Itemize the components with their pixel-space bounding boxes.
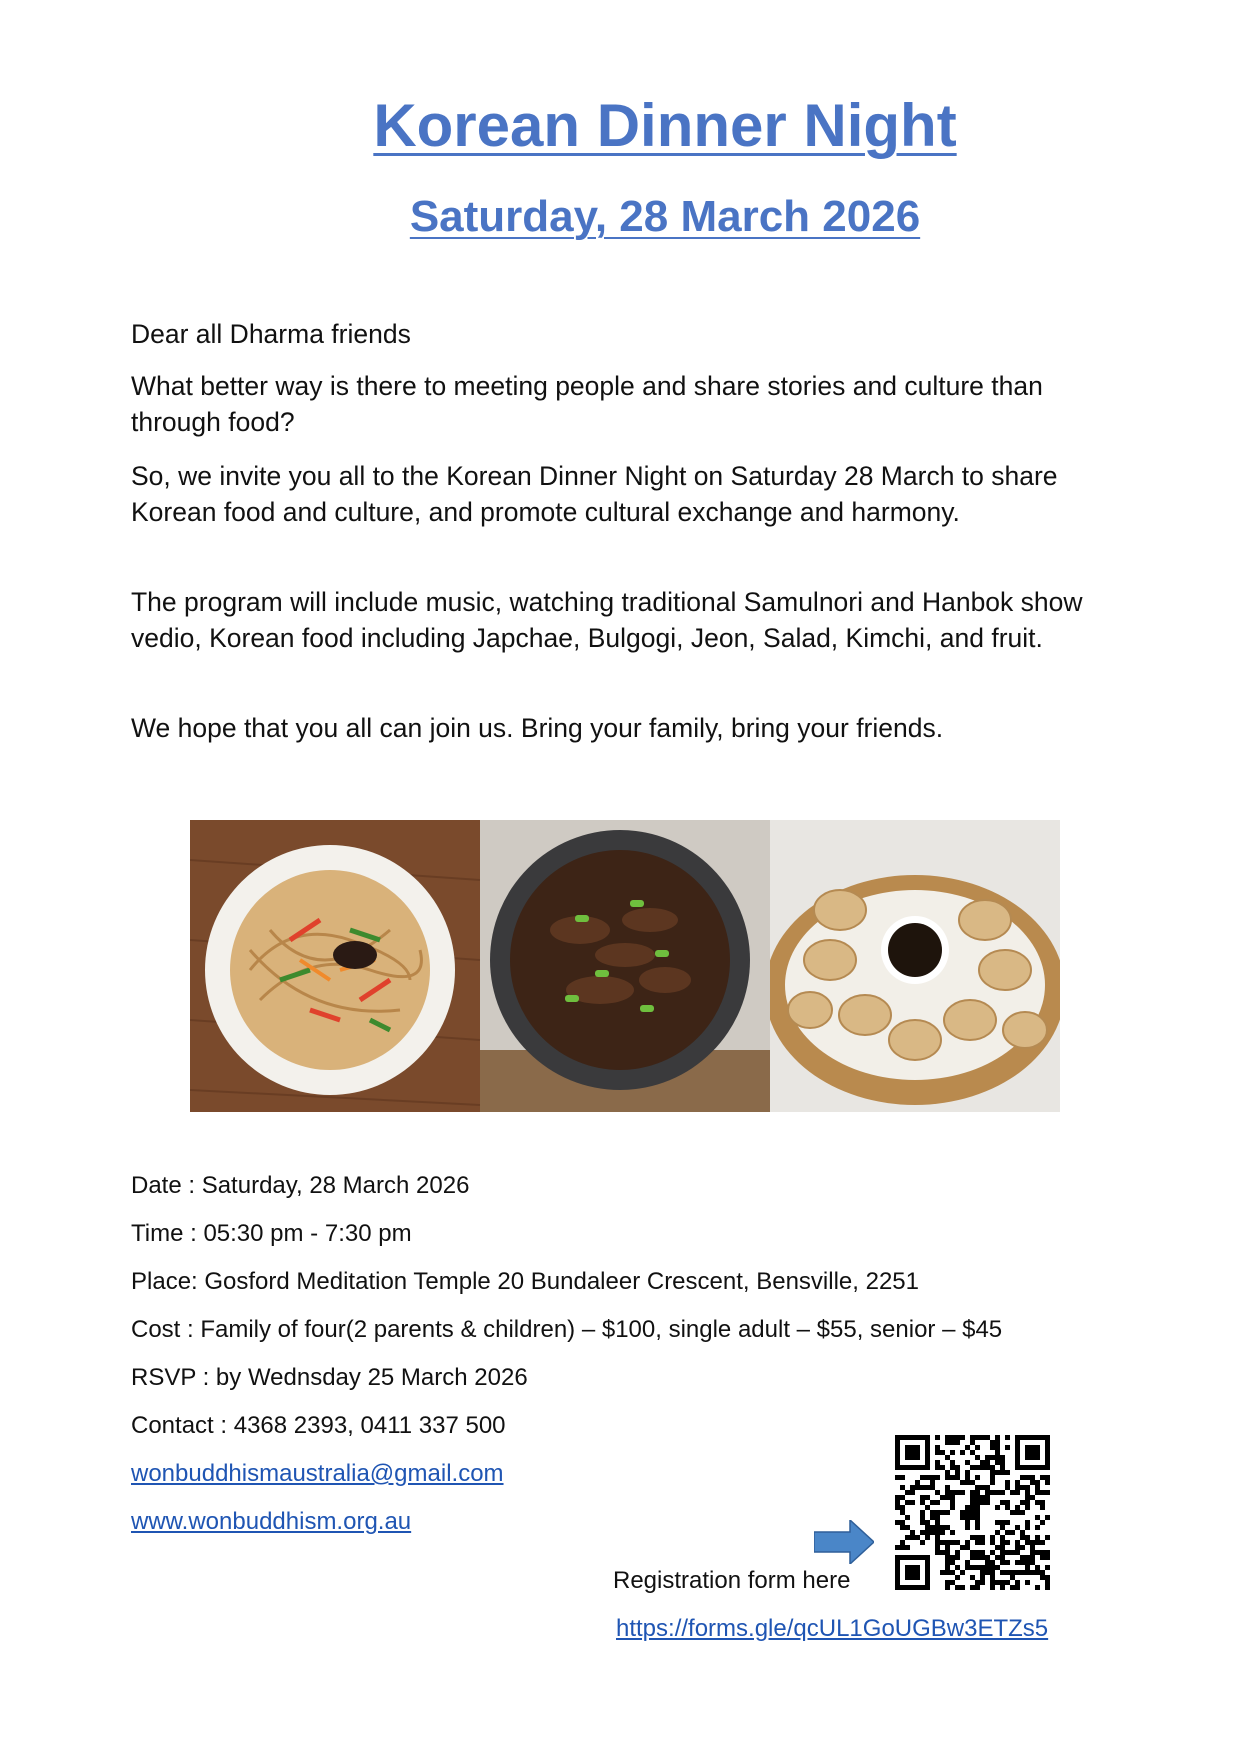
program-paragraph: The program will include music, watching traditional Samulnori and Hanbok show vedio, Korean food including Japchae, Bulgogi, Jeon, Salad, Kimchi, and fruit.	[131, 587, 1083, 653]
japchae-photo	[190, 820, 480, 1112]
closing-paragraph: We hope that you all can join us. Bring your family, bring your friends.	[131, 713, 944, 743]
qr-code-icon[interactable]	[895, 1435, 1050, 1590]
bulgogi-photo	[480, 820, 770, 1112]
registration-label: Registration form here	[613, 1567, 851, 1594]
event-date-heading: Saturday, 28 March 2026	[409, 192, 921, 241]
page-title: Korean Dinner Night	[373, 92, 957, 159]
jeon-photo	[770, 820, 1060, 1112]
greeting: Dear all Dharma friends	[131, 319, 411, 349]
intro-paragraph: What better way is there to meeting people and share stories and culture than through food?	[131, 371, 1043, 437]
website-link[interactable]: www.wonbuddhism.org.au	[131, 1508, 412, 1535]
food-photos	[190, 820, 1060, 1112]
registration-link[interactable]: https://forms.gle/qcUL1GoUGBw3ETZs5	[616, 1615, 1049, 1642]
arrow-right-icon	[814, 1520, 874, 1564]
event-place: Place: Gosford Meditation Temple 20 Bundaleer Crescent, Bensville, 2251	[131, 1268, 920, 1295]
email-link[interactable]: wonbuddhismaustralia@gmail.com	[131, 1460, 504, 1487]
event-rsvp: RSVP : by Wednsday 25 March 2026	[131, 1364, 528, 1391]
invitation-paragraph: So, we invite you all to the Korean Dinner Night on Saturday 28 March to share Korean food and culture, and promote cultural exchange and harmony.	[131, 461, 1058, 527]
event-date: Date : Saturday, 28 March 2026	[131, 1172, 470, 1199]
event-contact: Contact : 4368 2393, 0411 337 500	[131, 1412, 506, 1439]
event-cost: Cost : Family of four(2 parents & children) – $100, single adult – $55, senior – $45	[131, 1316, 1003, 1343]
event-time: Time : 05:30 pm - 7:30 pm	[131, 1220, 412, 1247]
